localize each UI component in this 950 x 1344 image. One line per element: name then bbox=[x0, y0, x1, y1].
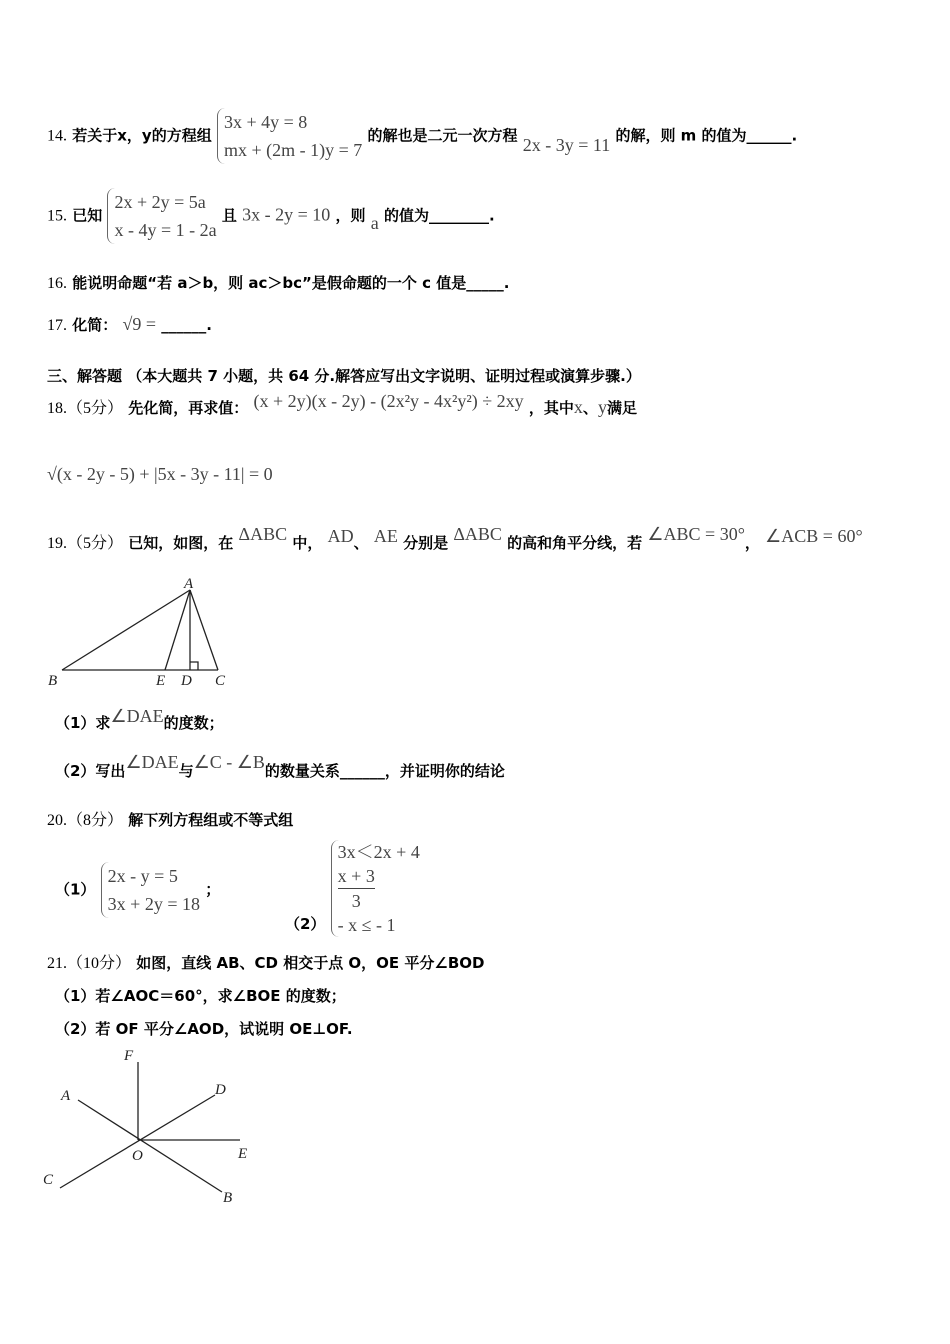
equation-system: 2x + 2y = 5a x - 4y = 1 - 2a bbox=[107, 188, 216, 244]
inequality-system: 3x＜2x + 4 $\frac{x + 3}{3}$ - x ≤ - 1 bbox=[331, 840, 420, 937]
label-E: E bbox=[238, 1146, 248, 1162]
question-14: 14. 若关于x，y的方程组 3x + 4y = 8 mx + (2m - 1)y = 7 的解也是二元一次方程 2x - 3y = 11 的解，则 m 的值为______. bbox=[47, 108, 797, 164]
question-19-part-1: （1）求∠DAE的度数； bbox=[55, 706, 224, 732]
label-A: A bbox=[61, 1088, 71, 1104]
label-C: C bbox=[215, 673, 226, 689]
triangle-figure bbox=[0, 575, 260, 695]
question-20-part-1: （1） 2x - y = 5 3x + 2y = 18 ； bbox=[55, 862, 220, 918]
intersecting-lines-figure bbox=[0, 1040, 280, 1220]
equation-system: 2x - y = 5 3x + 2y = 18 bbox=[101, 862, 200, 918]
label-D: D bbox=[215, 1082, 226, 1098]
section-heading: 三、解答题 （本大题共 7 小题，共 64 分.解答应写出文字说明、证明过程或演算步骤.） bbox=[47, 367, 641, 385]
equation-system: 3x + 4y = 8 mx + (2m - 1)y = 7 bbox=[217, 108, 362, 164]
question-16: 16. 能说明命题“若 a＞b，则 ac＞bc”是假命题的一个 c 值是_____. bbox=[47, 274, 510, 292]
label-B: B bbox=[223, 1190, 233, 1206]
question-19: 19.（5分） 已知，如图，在 ΔABC 中， AD、 AE 分别是 ΔABC 的高和角平分线，若 ∠ABC = 30°， ∠ACB = 60° bbox=[47, 524, 863, 552]
question-19-part-2: （2）写出∠DAE与∠C - ∠B的数量关系______，并证明你的结论 bbox=[55, 752, 505, 780]
question-21: 21.（10分） 如图，直线 AB、CD 相交于点 O，OE 平分∠BOD bbox=[47, 954, 485, 972]
question-18: 18.（5分） 先化简，再求值： (x + 2y)(x - 2y) - (2x²y - 4x²y²) ÷ 2xy ，其中x、y满足 bbox=[47, 391, 637, 417]
question-21-part-1: （1）若∠AOC＝60°，求∠BOE 的度数； bbox=[55, 987, 346, 1005]
question-20-part-2: （2） 3x＜2x + 4 $\frac{x + 3}{3}$ - x ≤ - 1 bbox=[285, 842, 420, 935]
label-A: A bbox=[184, 576, 194, 592]
question-21-part-2: （2）若 OF 平分∠AOD，试说明 OE⊥OF. bbox=[55, 1020, 353, 1038]
label-O: O bbox=[132, 1148, 143, 1164]
condition-equation: √(x - 2y - 5) + |5x - 3y - 11| = 0 bbox=[47, 464, 273, 484]
label-F: F bbox=[124, 1048, 134, 1064]
label-B: B bbox=[48, 673, 58, 689]
question-20: 20.（8分） 解下列方程组或不等式组 bbox=[47, 811, 294, 829]
question-17: 17. 化简： √9 = ______. bbox=[47, 314, 212, 334]
label-C: C bbox=[43, 1172, 54, 1188]
label-D: D bbox=[181, 673, 192, 689]
label-E: E bbox=[156, 673, 166, 689]
question-15: 15. 已知 2x + 2y = 5a x - 4y = 1 - 2a 且 3x - 2y = 10 ，则 a 的值为________. bbox=[47, 188, 495, 244]
